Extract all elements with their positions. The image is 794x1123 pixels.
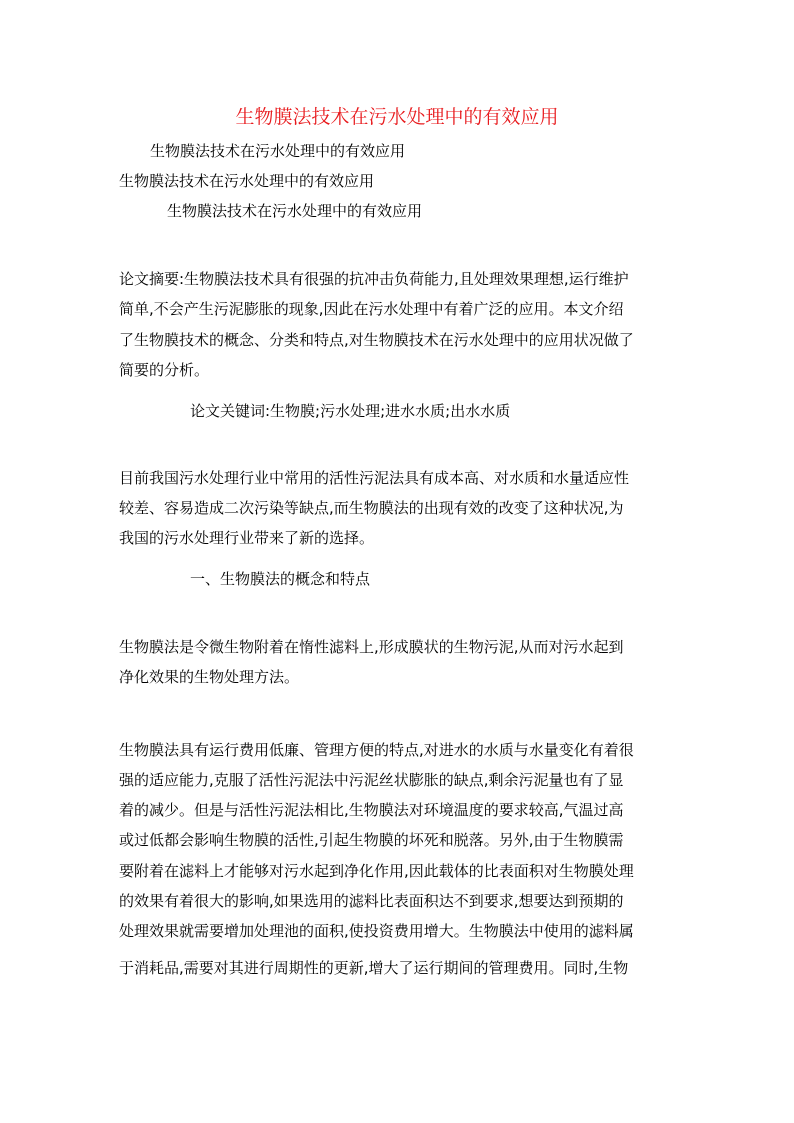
subtitle-line: 生物膜法技术在污水处理中的有效应用 bbox=[150, 142, 406, 160]
document-title: 生物膜法技术在污水处理中的有效应用 bbox=[235, 106, 559, 128]
subtitle-line: 生物膜法技术在污水处理中的有效应用 bbox=[119, 172, 375, 190]
abstract-line: 了生物膜技术的概念、分类和特点,对生物膜技术在污水处理中的应用状况做了 bbox=[119, 331, 634, 349]
paragraph-line: 或过低都会影响生物膜的活性,引起生物膜的坏死和脱落。另外,由于生物膜需 bbox=[119, 831, 624, 849]
keywords-line: 论文关键词:生物膜;污水处理;进水水质;出水水质 bbox=[190, 402, 511, 420]
section-heading: 一、生物膜法的概念和特点 bbox=[190, 570, 371, 588]
paragraph-line: 净化效果的生物处理方法。 bbox=[119, 668, 300, 686]
paragraph-line: 生物膜法具有运行费用低廉、管理方便的特点,对进水的水质与水量变化有着很 bbox=[119, 741, 634, 759]
subtitle-line: 生物膜法技术在污水处理中的有效应用 bbox=[167, 202, 423, 220]
paragraph-line: 的效果有着很大的影响,如果选用的滤料比表面积达不到要求,想要达到预期的 bbox=[119, 892, 624, 910]
abstract-line: 论文摘要:生物膜法技术具有很强的抗冲击负荷能力,且处理效果理想,运行维护 bbox=[119, 270, 629, 288]
paragraph-line: 于消耗品,需要对其进行周期性的更新,增大了运行期间的管理费用。同时,生物 bbox=[119, 959, 629, 977]
paragraph-line: 着的减少。但是与活性污泥法相比,生物膜法对环境温度的要求较高,气温过高 bbox=[119, 801, 624, 819]
intro-line: 我国的污水处理行业带来了新的选择。 bbox=[119, 529, 375, 547]
paragraph-line: 处理效果就需要增加处理池的面积,使投资费用增大。生物膜法中使用的滤料属 bbox=[119, 922, 634, 940]
intro-line: 较差、容易造成二次污染等缺点,而生物膜法的出现有效的改变了这种状况,为 bbox=[119, 499, 624, 517]
paragraph-line: 要附着在滤料上才能够对污水起到净化作用,因此载体的比表面积对生物膜处理 bbox=[119, 862, 634, 880]
intro-line: 目前我国污水处理行业中常用的活性污泥法具有成本高、对水质和水量适应性 bbox=[119, 469, 630, 487]
paragraph-line: 生物膜法是令微生物附着在惰性滤料上,形成膜状的生物污泥,从而对污水起到 bbox=[119, 638, 624, 656]
paragraph-line: 强的适应能力,克服了活性污泥法中污泥丝状膨胀的缺点,剩余污泥量也有了显 bbox=[119, 771, 624, 789]
abstract-line: 简单,不会产生污泥膨胀的现象,因此在污水处理中有着广泛的应用。本文介绍 bbox=[119, 300, 624, 318]
abstract-line: 简要的分析。 bbox=[119, 361, 210, 379]
